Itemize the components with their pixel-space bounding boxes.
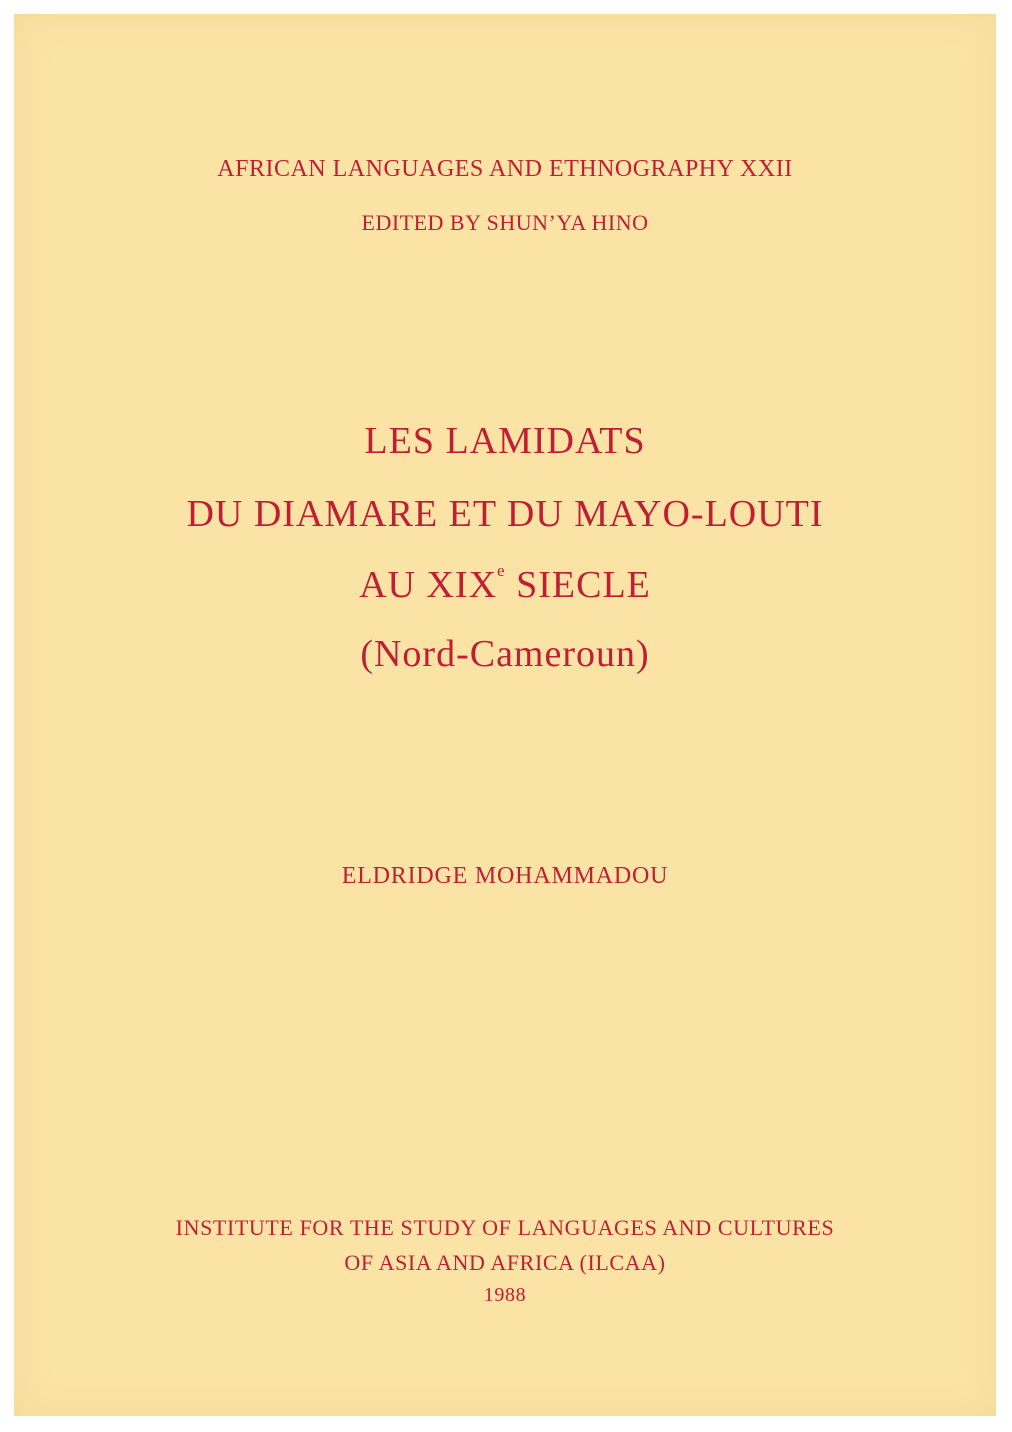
title-line-3-end: SIECLE	[505, 564, 651, 606]
series-title: AFRICAN LANGUAGES AND ETHNOGRAPHY XXII	[217, 156, 793, 182]
book-cover	[14, 14, 996, 1416]
title-line-1: LES LAMIDATS	[364, 420, 646, 462]
publisher-line-2: OF ASIA AND AFRICA (ILCAA)	[344, 1250, 666, 1275]
title-line-2: DU DIAMARE ET DU MAYO-LOUTI	[186, 493, 824, 535]
author-name: ELDRIDGE MOHAMMADOU	[341, 863, 669, 889]
editor-line: EDITED BY SHUN’YA HINO	[361, 210, 649, 235]
title-line-3-start: AU XIX	[359, 564, 498, 606]
publication-year: 1988	[483, 1284, 527, 1306]
title-line-3	[14, 563, 996, 607]
title-line-4: (Nord-Cameroun)	[360, 633, 650, 675]
publisher-line-1: INSTITUTE FOR THE STUDY OF LANGUAGES AND CULTURES	[175, 1215, 835, 1240]
century-superscript: e	[497, 561, 506, 580]
